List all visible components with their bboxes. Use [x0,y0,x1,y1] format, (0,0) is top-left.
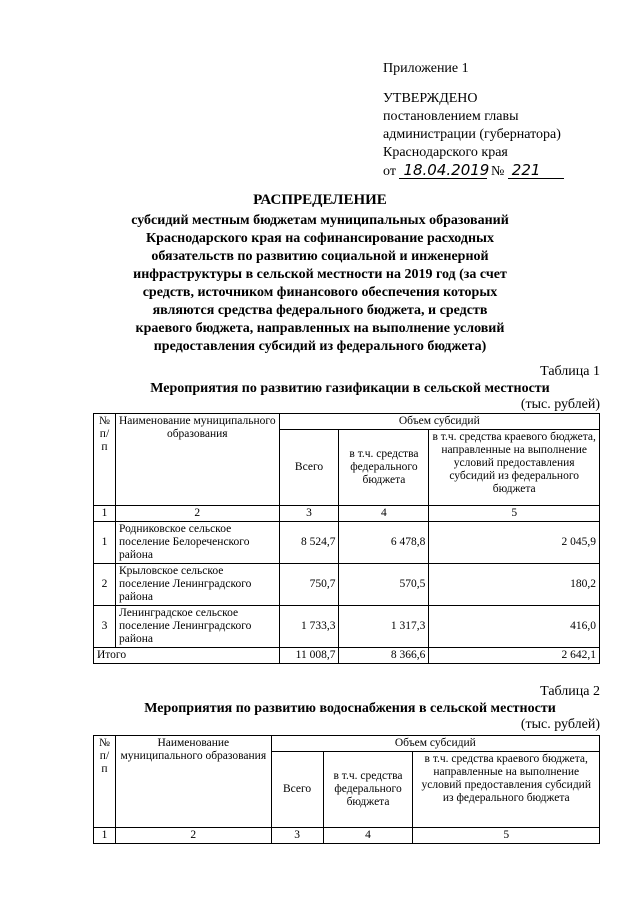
row-total: 8 524,7 [279,522,339,564]
row-num: 2 [94,564,116,606]
col-number: 4 [323,828,413,844]
approval-line-3: Краснодарского края [383,145,508,160]
header-total: Всего [271,752,323,828]
handwritten-date: 18.04.2019 [399,162,487,179]
col-number: 2 [115,506,279,522]
table1-label: Таблица 1 [540,364,600,379]
row-federal: 570,5 [339,564,429,606]
header-name: Наименование муниципального образования [115,414,279,506]
col-number: 5 [429,506,600,522]
col-number: 1 [94,828,116,844]
header-volume: Объем субсидий [271,736,599,752]
approval-block [383,60,623,181]
approval-line-1: постановлением главы [383,109,519,124]
table2-label: Таблица 2 [540,684,600,699]
row-regional: 180,2 [429,564,600,606]
document-subtitle: субсидий местным бюджетам муниципальных образований Краснодарского края на софинансирование расходных обязательств по развитию социальной и инженерной инфраструктуры в сельской местности на 2019 год (за счет средств, источником финансового обеспечения которых являются средства федерального бюджета, и средств краевого бюджета, направленных на выполнение условий предоставления субсидий из федерального бюджета) [131,213,509,354]
approved-label: УТВЕРЖДЕНО [383,91,478,106]
col-number: 3 [271,828,323,844]
header-regional: в т.ч. средства краевого бюджета, направленные на выполнение условий предоставления субсидий из федерального бюджета [429,430,600,506]
row-federal: 6 478,8 [339,522,429,564]
header-total: Всего [279,430,339,506]
table2-heading: Мероприятия по развитию водоснабжения в сельской местности [144,701,556,716]
table-row [94,522,600,564]
number-label: № [490,164,505,179]
approval-line-2: администрации (губернатора) [383,127,561,142]
table-row [94,564,600,606]
appendix-label: Приложение 1 [383,61,469,76]
row-num: 1 [94,522,116,564]
row-name: Ленинградское сельское поселение Ленинградского района [115,606,279,648]
header-federal: в т.ч. средства федерального бюджета [339,430,429,506]
row-name: Родниковское сельское поселение Белореченского района [115,522,279,564]
table-row [94,606,600,648]
row-regional: 416,0 [429,606,600,648]
header-num: № п/п [94,414,116,506]
row-name: Крыловское сельское поселение Ленинградского района [115,564,279,606]
col-number: 1 [94,506,116,522]
row-federal: 1 317,3 [339,606,429,648]
header-num: № п/п [94,736,116,828]
table1 [93,413,600,664]
col-number: 2 [115,828,271,844]
table-row-total [94,648,600,664]
row-num: 3 [94,606,116,648]
table2-units: (тыс. рублей) [520,717,600,732]
from-label: от [383,164,396,179]
header-regional: в т.ч. средства краевого бюджета, направленные на выполнение условий предоставления субсидий из федерального бюджета [413,752,600,828]
row-total: 1 733,3 [279,606,339,648]
table1-units: (тыс. рублей) [520,397,600,412]
row-total: 750,7 [279,564,339,606]
handwritten-number: 221 [508,162,564,179]
header-name: Наименование муниципального образования [115,736,271,828]
approval-date-line [383,162,623,181]
itogo-federal: 8 366,6 [339,648,429,664]
header-volume: Объем субсидий [279,414,599,430]
itogo-label: Итого [94,648,280,664]
header-federal: в т.ч. средства федерального бюджета [323,752,413,828]
col-number: 4 [339,506,429,522]
itogo-regional: 2 642,1 [429,648,600,664]
col-number: 5 [413,828,600,844]
table1-heading: Мероприятия по развитию газификации в сельской местности [150,381,550,396]
table2 [93,735,600,844]
itogo-total: 11 008,7 [279,648,339,664]
document-title: РАСПРЕДЕЛЕНИЕ [253,192,387,208]
row-regional: 2 045,9 [429,522,600,564]
col-number: 3 [279,506,339,522]
